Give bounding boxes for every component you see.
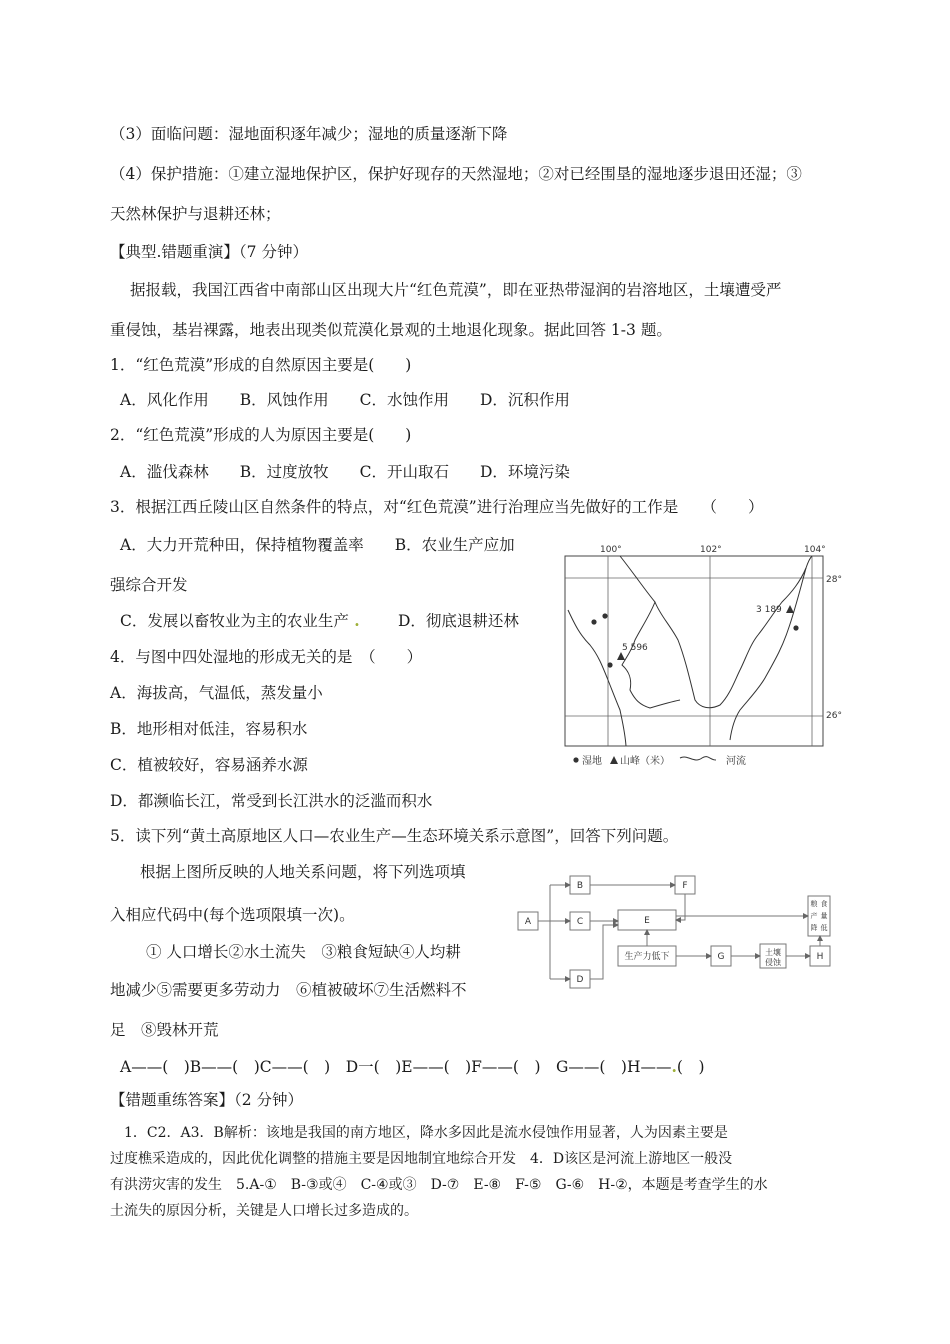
answers-line-3: 有洪涝灾害的发生 5.A-① B-③或④ C-④或③ D-⑦ E-⑧ F-⑤ G-⑥ H-②，本题是考查学生的水 <box>110 1177 768 1193</box>
label-productivity: 生产力低下 <box>624 952 670 962</box>
lat-label-28: 28° <box>826 575 842 585</box>
answers-line-1: 1．C2．A3．B解析：该地是我国的南方地区，降水多因此是流水侵蚀作用显著，人为因素主要是 <box>124 1125 728 1141</box>
legend-wetland-icon <box>573 757 578 762</box>
question-4-option-d: D．都濒临长江，常受到长江洪水的泛滥而积水 <box>110 792 433 810</box>
wetland-dot-1 <box>591 619 596 624</box>
lon-label-100: 100° <box>600 545 622 555</box>
label-D: D <box>576 975 584 985</box>
peak-label-east: 3 189 <box>756 605 782 615</box>
label-grain-3: 产 <box>810 912 818 920</box>
option-c-text: C．发展以畜牧业为主的农业生产 <box>120 612 349 630</box>
legend-peak-label: 山峰（米） <box>620 756 670 767</box>
label-E: E <box>644 916 650 926</box>
passage-line-2: 重侵蚀，基岩裸露，地表出现类似荒漠化景观的土地退化现象。据此回答 1-3 题。 <box>110 321 672 339</box>
answers-line-4: 土流失的原因分析，关键是人口增长过多造成的。 <box>110 1203 418 1219</box>
link-d-e <box>590 925 618 979</box>
question-5-para-5: 足 ⑧毁林开荒 <box>110 1021 219 1039</box>
loess-relationship-diagram <box>515 860 850 1000</box>
label-grain-4: 量 <box>820 912 828 920</box>
wetland-map <box>560 540 850 780</box>
question-3-option-d: D．彻底退耕还林 <box>398 612 519 630</box>
wetland-dot-2 <box>602 613 607 618</box>
river-left <box>568 610 626 746</box>
label-grain-1: 粮 <box>810 900 818 908</box>
legend-peak-icon <box>610 756 618 764</box>
question-1-options: A．风化作用 B．风蚀作用 C．水蚀作用 D．沉积作用 <box>120 391 570 409</box>
question-3-options-ab: A．大力开荒种田，保持植物覆盖率 B．农业生产应加 <box>120 536 515 554</box>
label-F: F <box>682 881 688 891</box>
question-4-stem: 4．与图中四处湿地的形成无关的是 （ ） <box>110 648 423 666</box>
question-5-para-4: 地减少⑤需要更多劳动力 ⑥植被破坏⑦生活燃料不 <box>110 981 467 999</box>
stray-mark: . <box>348 611 360 630</box>
label-B: B <box>576 881 584 891</box>
stray-mark: . <box>671 1057 677 1076</box>
label-G: G <box>717 952 725 962</box>
lon-label-104: 104° <box>804 545 826 555</box>
river-east <box>730 568 806 740</box>
label-grain-5: 降 <box>810 924 818 932</box>
label-grain-6: 低 <box>820 924 828 932</box>
legend-river-label: 河流 <box>726 756 746 767</box>
label-grain-2: 食 <box>820 900 828 908</box>
question-3-option-c <box>120 611 360 631</box>
blanks-end: ( ) <box>676 1058 705 1076</box>
lon-label-102: 102° <box>700 545 722 555</box>
legend-river-icon <box>680 757 716 760</box>
answers-line-2: 过度樵采造成的，因此优化调整的措施主要是因地制宜地综合开发 4．D该区是河流上游地区一般没 <box>110 1151 733 1167</box>
label-soil-2: 侵蚀 <box>765 958 781 967</box>
question-2-options: A．滥伐森林 B．过度放牧 C．开山取石 D．环境污染 <box>120 463 570 481</box>
lat-label-26: 26° <box>826 711 842 721</box>
question-4-option-b: B．地形相对低洼，容易积水 <box>110 720 308 738</box>
wetland-dot-3 <box>607 662 612 667</box>
question-4-option-a: A．海拔高，气温低，蒸发量小 <box>110 684 323 702</box>
legend-wetland-label: 湿地 <box>582 756 602 767</box>
question-5-stem: 5．读下列“黄土高原地区人口—农业生产—生态环境关系示意图”，回答下列问题。 <box>110 827 679 845</box>
passage-line-1: 据报载，我国江西省中南部山区出现大片“红色荒漠”，即在亚热带湿润的岩溶地区，土壤遭受严 <box>130 281 782 299</box>
blanks-text: A——( )B——( )C——( ) D一( )E——( )F——( ) G——( )H—— <box>120 1058 672 1076</box>
peak-icon-east <box>786 605 794 613</box>
section-heading-review: 【典型.错题重演】（7 分钟） <box>110 243 308 261</box>
question-1-stem: 1．“红色荒漠”形成的自然原因主要是( ) <box>110 356 412 374</box>
wetland-dot-4 <box>793 625 798 630</box>
river-main <box>620 556 812 708</box>
label-H: H <box>816 952 824 962</box>
label-soil-1: 土壤 <box>765 948 781 957</box>
question-5-para-3: ① 人口增长②水土流失 ③粮食短缺④人均耕 <box>146 943 461 961</box>
peak-icon-west <box>617 652 625 660</box>
question-2-stem: 2．“红色荒漠”形成的人为原因主要是( ) <box>110 426 412 444</box>
question-3-options-ab-cont: 强综合开发 <box>110 576 188 594</box>
question-5-para-1: 根据上图所反映的人地关系问题，将下列选项填 <box>140 863 466 881</box>
wetland-protection-line: （4）保护措施：①建立湿地保护区，保护好现存的天然湿地；②对已经围垦的湿地逐步退田还湿；③ <box>110 165 802 183</box>
peak-label-west: 5 596 <box>622 643 648 653</box>
question-3-stem: 3．根据江西丘陵山区自然条件的特点，对“红色荒漠”进行治理应当先做好的工作是 （ ） <box>110 498 764 516</box>
question-5-blanks <box>120 1057 705 1077</box>
map-frame <box>565 556 823 746</box>
wetland-protection-line-cont: 天然林保护与退耕还林； <box>110 205 281 223</box>
question-4-option-c: C．植被较好，容易涵养水源 <box>110 756 308 774</box>
wetland-problem-line: （3）面临问题：湿地面积逐年减少；湿地的质量逐渐下降 <box>110 125 508 143</box>
question-5-para-2: 入相应代码中(每个选项限填一次)。 <box>110 906 355 924</box>
label-A: A <box>524 917 532 927</box>
label-C: C <box>576 917 584 927</box>
river-branch <box>622 602 680 708</box>
answers-heading: 【错题重练答案】（2 分钟） <box>110 1091 304 1109</box>
